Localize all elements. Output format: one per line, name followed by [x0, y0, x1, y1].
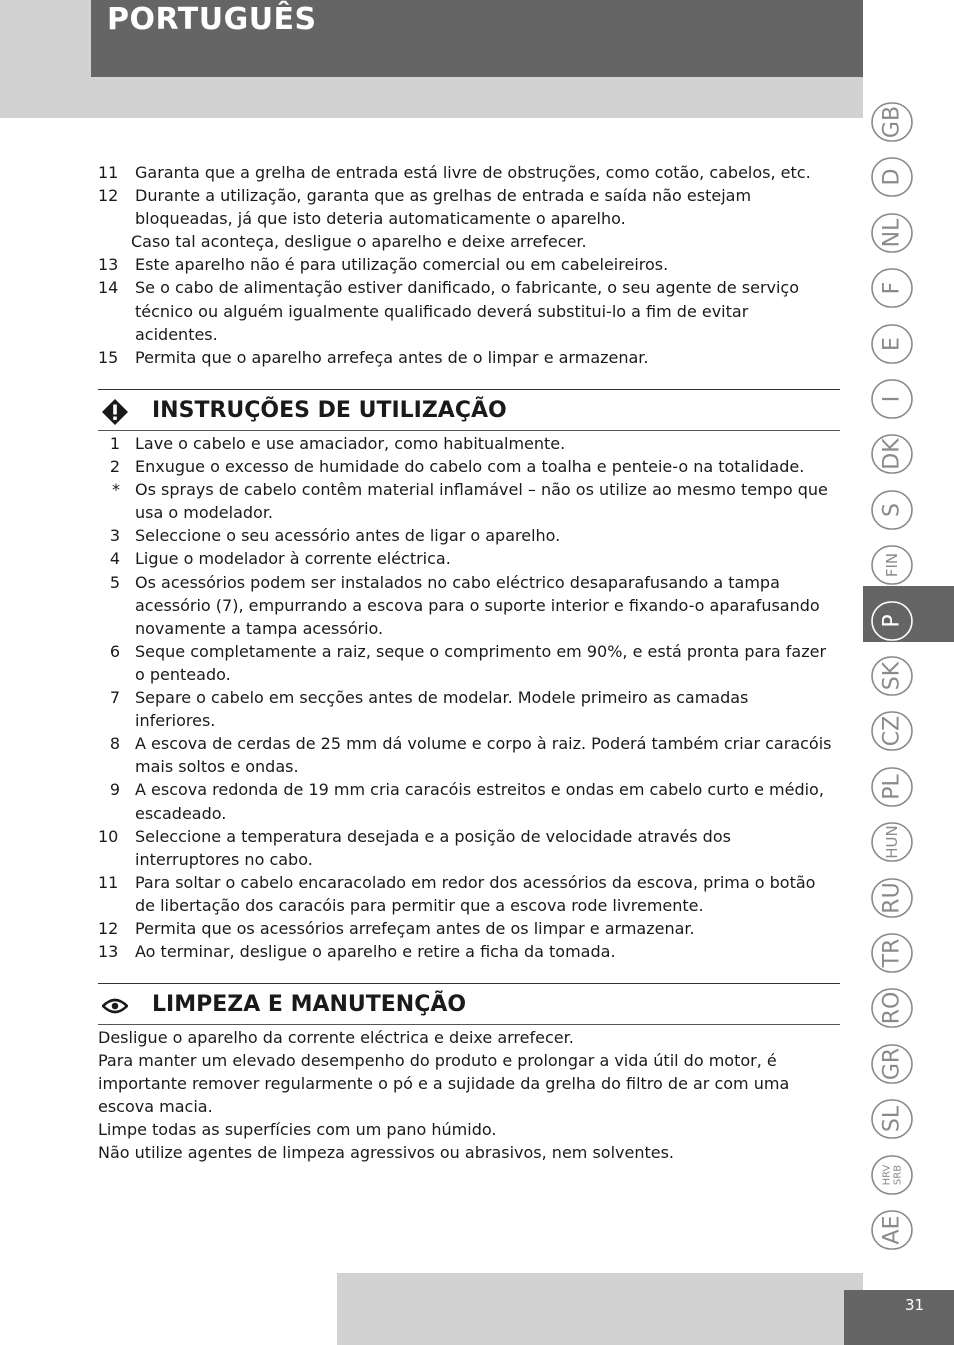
list-item-number: 5 [109, 572, 120, 592]
svg-text:I: I [879, 395, 905, 403]
list-item-line: Seque completamente a raiz, seque o comprimento em 90%, e está pronta para fazer [135, 641, 827, 661]
list-item-line: novamente a tampa acessório. [135, 618, 384, 638]
list-item-line: Seleccione o seu acessório antes de ligar o aparelho. [135, 526, 561, 546]
svg-text:SK: SK [879, 661, 905, 691]
language-tab-cz[interactable] [870, 709, 914, 753]
list-item [98, 825, 843, 871]
warning-diamond-icon [102, 399, 128, 425]
list-item [98, 940, 843, 963]
list-item [98, 276, 843, 345]
list-item-line: escadeado. [135, 803, 227, 823]
language-tab-hun[interactable] [870, 820, 914, 864]
list-item-number: 15 [98, 347, 119, 367]
list-item [98, 640, 843, 686]
language-tab-p[interactable] [870, 599, 914, 643]
svg-text:AE: AE [879, 1215, 905, 1245]
list-item [98, 161, 843, 184]
language-tab-ru[interactable] [870, 876, 914, 920]
list-item-line: técnico ou alguém igualmente qualificado deverá substitui-lo a fim de evitar [135, 301, 749, 321]
list-item [98, 686, 843, 732]
svg-text:NL: NL [879, 218, 905, 248]
language-tab-ro[interactable] [870, 986, 914, 1030]
list-item-line: Para soltar o cabelo encaracolado em redor dos acessórios da escova, prima o botão [135, 872, 816, 892]
language-tab-dk[interactable] [870, 432, 914, 476]
svg-text:F: F [879, 281, 905, 295]
language-tab-sk[interactable] [870, 654, 914, 698]
language-tab-s[interactable] [870, 488, 914, 532]
safety-list-continued [98, 161, 843, 369]
usage-section-title: INSTRUÇÕES DE UTILIZAÇÃO [152, 398, 507, 423]
list-item [98, 871, 843, 917]
list-item-line: interruptores no cabo. [135, 849, 313, 869]
svg-text:HRV: HRV [881, 1164, 893, 1185]
list-item-line: A escova redonda de 19 mm cria caracóis estreitos e ondas em cabelo curto e médio, [135, 780, 824, 800]
svg-text:GR: GR [879, 1047, 905, 1080]
svg-text:P: P [879, 613, 905, 628]
svg-text:TR: TR [879, 938, 905, 968]
usage-list [98, 432, 843, 963]
cleaning-section-header [98, 983, 840, 1025]
list-item-line: Ao terminar, desligue o aparelho e retire a ficha da tomada. [135, 942, 616, 962]
cleaning-line: importante remover regularmente o pó e a sujidade da grelha do filtro de ar com uma [98, 1074, 790, 1094]
svg-text:S: S [879, 502, 905, 517]
list-item [98, 917, 843, 940]
list-item-line: de libertação dos caracóis para permitir que a escova rode livremente. [135, 895, 704, 915]
list-item-line: Separe o cabelo em secções antes de modelar. Modele primeiro as camadas [135, 688, 749, 708]
language-tab-fin[interactable] [870, 543, 914, 587]
list-item [98, 455, 843, 478]
list-item-line: A escova de cerdas de 25 mm dá volume e corpo à raiz. Poderá também criar caracóis [135, 734, 832, 754]
list-item-number: 11 [98, 163, 119, 182]
list-item-number: 11 [98, 872, 119, 892]
svg-text:HUN: HUN [883, 825, 901, 859]
list-item [98, 253, 843, 276]
cleaning-line: escova macia. [98, 1097, 213, 1117]
list-item-number: 12 [98, 186, 119, 206]
svg-text:GB: GB [879, 105, 905, 139]
list-item-line: mais soltos e ondas. [135, 757, 299, 777]
svg-text:PL: PL [879, 774, 905, 800]
svg-text:SL: SL [879, 1106, 905, 1133]
language-tab-gb[interactable] [870, 100, 914, 144]
list-item-number: 13 [98, 942, 119, 962]
page-number: 31 [905, 1296, 925, 1314]
language-tab-pl[interactable] [870, 765, 914, 809]
list-item-number: 2 [109, 457, 120, 477]
list-item-line: inferiores. [135, 711, 216, 731]
list-item-line: bloqueadas, já que isto deteria automaticamente o aparelho. [135, 209, 626, 229]
list-item-number: 13 [98, 255, 119, 275]
list-item-line: acidentes. [135, 324, 218, 344]
list-item [98, 778, 843, 824]
list-item-number: 6 [109, 641, 120, 661]
svg-text:RU: RU [879, 881, 905, 914]
language-tab-f[interactable] [870, 266, 914, 310]
list-item-number: 8 [109, 734, 120, 754]
eye-icon [102, 993, 128, 1019]
list-item-line: Seleccione a temperatura desejada e a posição de velocidade através dos [135, 826, 731, 846]
list-item-line: Os sprays de cabelo contêm material inflamável – não os utilize ao mesmo tempo que [135, 480, 828, 500]
cleaning-line: Para manter um elevado desempenho do produto e prolongar a vida útil do motor, é [98, 1051, 777, 1071]
list-item-line: Lave o cabelo e use amaciador, como habitualmente. [135, 434, 566, 453]
list-item-line: Ligue o modelador à corrente eléctrica. [135, 549, 451, 569]
svg-text:CZ: CZ [879, 716, 905, 747]
list-item-line: Enxugue o excesso de humidade do cabelo com a toalha e penteie-o na totalidade. [135, 457, 805, 477]
list-item-line: Garanta que a grelha de entrada está livre de obstruções, como cotão, cabelos, etc. [135, 163, 811, 182]
bottom-left-band [0, 1273, 337, 1345]
list-item-line: Se o cabo de alimentação estiver danificado, o fabricante, o seu agente de serviço [135, 278, 800, 298]
list-item [98, 184, 843, 230]
header-bar [91, 0, 863, 77]
list-item-line: Este aparelho não é para utilização comercial ou em cabeleireiros. [135, 255, 669, 275]
language-tab-hrv-srb[interactable] [870, 1153, 914, 1197]
list-item [98, 571, 843, 640]
list-item [98, 732, 843, 778]
language-tab-sl[interactable] [870, 1097, 914, 1141]
list-item [98, 547, 843, 570]
cleaning-line: Não utilize agentes de limpeza agressivos ou abrasivos, nem solventes. [98, 1143, 675, 1163]
language-tab-tr[interactable] [870, 931, 914, 975]
list-item-line: acessório (7), empurrando a escova para o suporte interior e fixando-o aparafusando [135, 595, 820, 615]
language-tab-e[interactable] [870, 322, 914, 366]
list-item-number: 4 [109, 549, 120, 569]
svg-text:D: D [879, 168, 905, 186]
language-tab-ae[interactable] [870, 1208, 914, 1252]
list-item-line: Permita que o aparelho arrefeça antes de o limpar e armazenar. [135, 347, 649, 367]
cleaning-section-title: LIMPEZA E MANUTENÇÃO [152, 992, 467, 1017]
page-title: PORTUGUÊS [107, 2, 317, 37]
list-item-number: 7 [109, 688, 120, 708]
svg-text:DK: DK [879, 438, 905, 471]
list-item [98, 346, 843, 369]
list-item [98, 432, 843, 455]
list-item-number: 10 [98, 826, 119, 846]
svg-text:E: E [879, 336, 905, 351]
usage-section-header [98, 389, 840, 431]
list-item-number: * [112, 480, 120, 500]
list-item [98, 524, 843, 547]
list-item-number: 9 [109, 780, 120, 800]
language-tab-d[interactable] [870, 155, 914, 199]
language-tab-nl[interactable] [870, 211, 914, 255]
list-item-line: Caso tal aconteça, desligue o aparelho e deixe arrefecer. [131, 232, 587, 252]
list-item-line: o penteado. [135, 664, 231, 684]
cleaning-line: Desligue o aparelho da corrente eléctrica e deixe arrefecer. [98, 1028, 574, 1047]
list-item-line: usa o modelador. [135, 503, 274, 523]
list-item-line: Durante a utilização, garanta que as grelhas de entrada e saída não estejam [135, 186, 752, 206]
cleaning-line: Limpe todas as superfícies com um pano húmido. [98, 1120, 497, 1140]
svg-text:RO: RO [879, 992, 905, 1025]
list-item-number: 3 [109, 526, 120, 546]
page-number-box [844, 1290, 954, 1345]
svg-text:FIN: FIN [883, 553, 901, 578]
language-tab-i[interactable] [870, 377, 914, 421]
list-item-line: Os acessórios podem ser instalados no cabo eléctrico desaparafusando a tampa [135, 572, 780, 592]
list-item-number: 1 [109, 434, 120, 453]
list-item-number: 12 [98, 918, 119, 938]
list-item [98, 478, 843, 524]
language-tab-gr[interactable] [870, 1042, 914, 1086]
list-item [98, 230, 843, 253]
svg-text:SRB: SRB [892, 1164, 904, 1185]
list-item-number: 14 [98, 278, 119, 298]
cleaning-text [98, 1026, 843, 1165]
list-item-line: Permita que os acessórios arrefeçam antes de os limpar e armazenar. [135, 918, 695, 938]
